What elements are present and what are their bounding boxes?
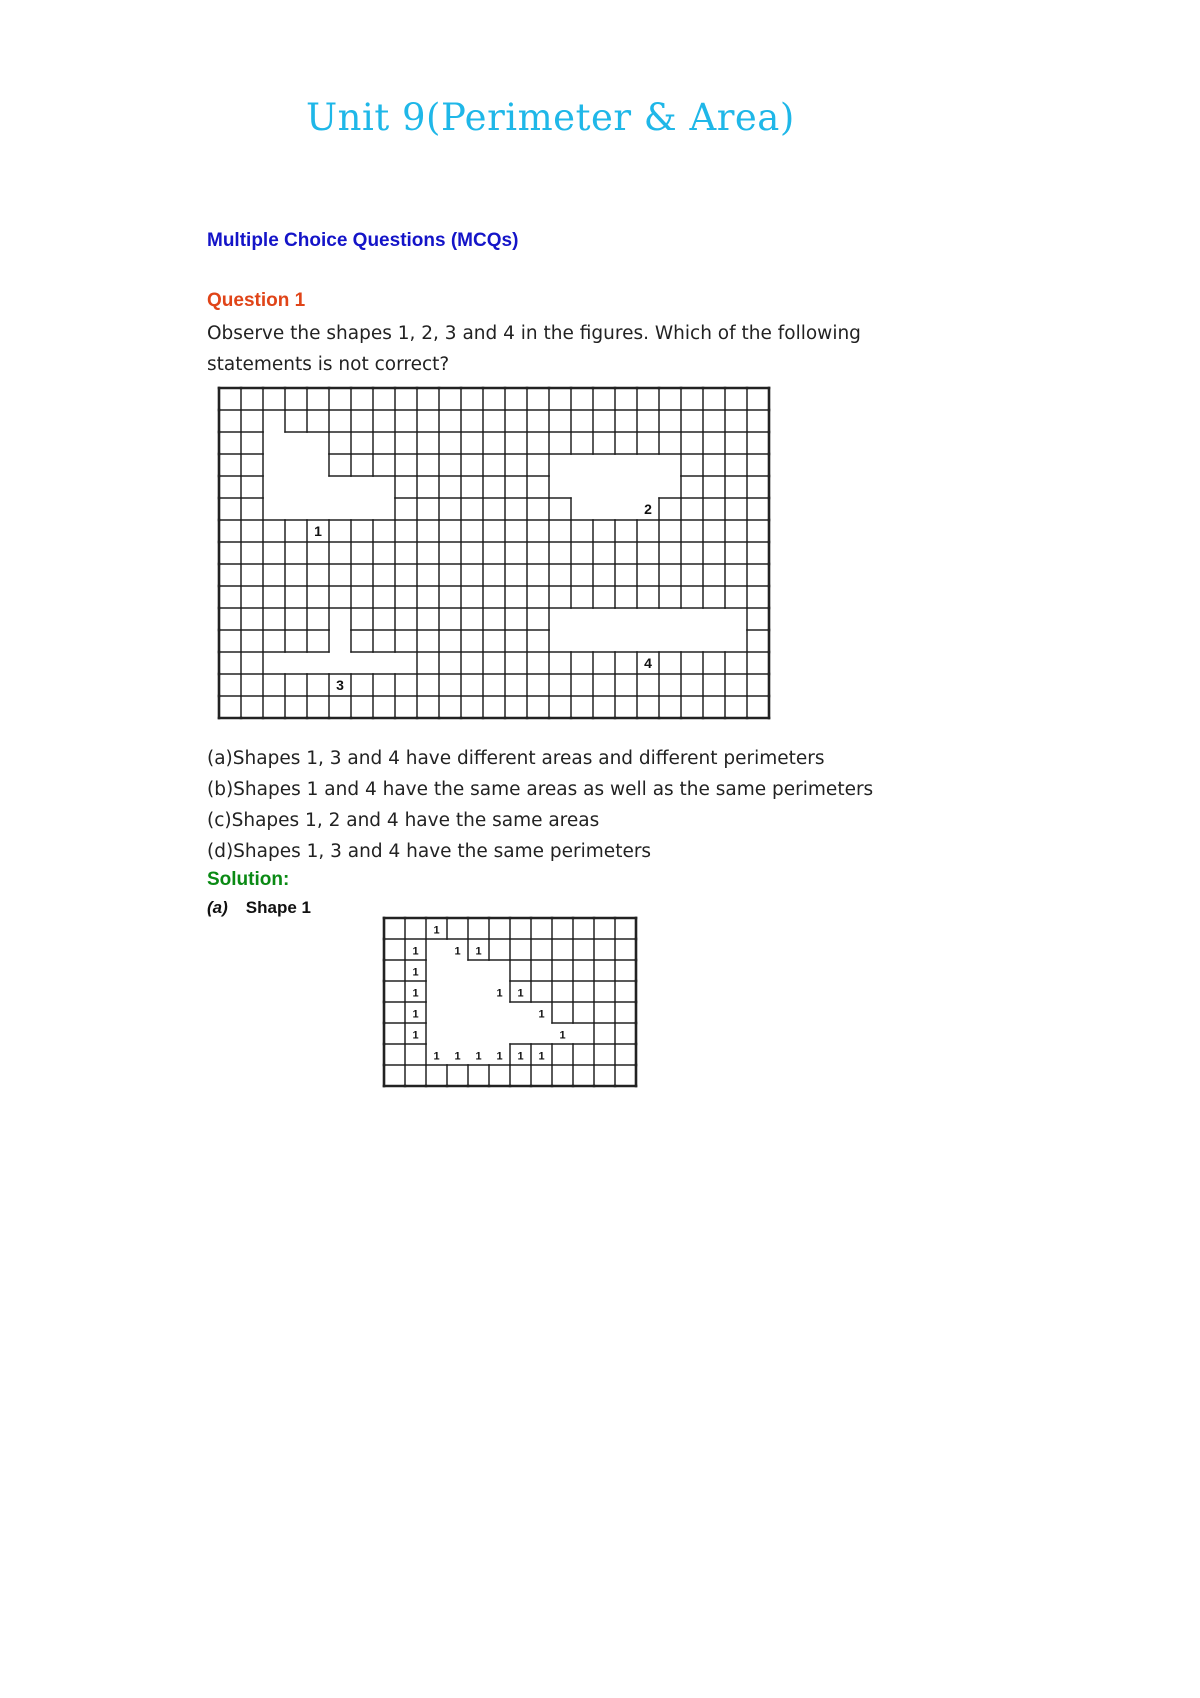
count-mark: 1 <box>454 945 461 958</box>
count-mark: 1 <box>559 1029 566 1042</box>
count-mark: 1 <box>454 1050 461 1063</box>
solution-subheading <box>207 898 311 918</box>
option-a[interactable]: (a)Shapes 1, 3 and 4 have different areas and different perimeters <box>207 748 825 769</box>
shape-2-label: 2 <box>644 501 652 517</box>
section-heading: Multiple Choice Questions (MCQs) <box>207 230 519 251</box>
shape-4-label: 4 <box>644 655 652 671</box>
question-heading: Question 1 <box>207 290 306 311</box>
shape-3-label: 3 <box>336 677 344 693</box>
shape-1-label: 1 <box>314 523 322 539</box>
count-mark: 1 <box>517 987 524 1000</box>
count-mark: 1 <box>538 1008 545 1021</box>
count-mark: 1 <box>475 945 482 958</box>
question-text: Observe the shapes 1, 2, 3 and 4 in the figures. Which of the following statements is not correct? <box>207 323 861 375</box>
count-mark: 1 <box>433 924 440 937</box>
count-mark: 1 <box>412 987 419 1000</box>
count-mark: 1 <box>475 1050 482 1063</box>
count-mark: 1 <box>496 1050 503 1063</box>
count-mark: 1 <box>538 1050 545 1063</box>
count-mark: 1 <box>433 1050 440 1063</box>
question-figure-grid <box>207 384 773 720</box>
count-mark: 1 <box>412 945 419 958</box>
page-title: Unit 9(Perimeter & Area) <box>306 96 795 139</box>
solution-shape-label: Shape 1 <box>245 898 311 917</box>
option-b[interactable]: (b)Shapes 1 and 4 have the same areas as well as the same perimeters <box>207 779 874 800</box>
solution-figure-grid <box>380 914 660 1090</box>
option-c[interactable]: (c)Shapes 1, 2 and 4 have the same areas <box>207 810 600 831</box>
solution-option-label: (a) <box>207 898 228 917</box>
option-d[interactable]: (d)Shapes 1, 3 and 4 have the same perimeters <box>207 841 652 862</box>
solution-heading: Solution: <box>207 869 290 890</box>
count-mark: 1 <box>496 987 503 1000</box>
count-mark: 1 <box>412 966 419 979</box>
count-mark: 1 <box>412 1029 419 1042</box>
count-mark: 1 <box>412 1008 419 1021</box>
answer-options <box>207 743 873 867</box>
count-mark: 1 <box>517 1050 524 1063</box>
